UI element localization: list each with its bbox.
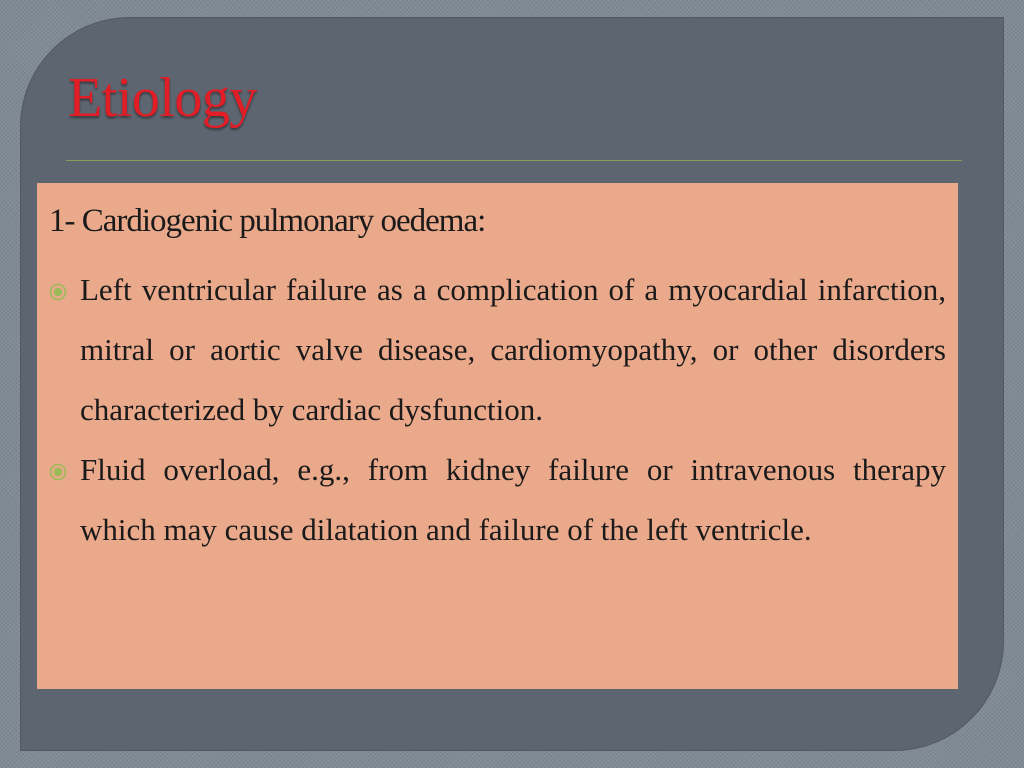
section-heading: 1- Cardiogenic pulmonary oedema: <box>49 203 486 239</box>
circled-dot-bullet-icon <box>49 463 67 481</box>
bullet-text: Left ventricular failure as a complication of a myocardial infarction, mitral or aortic valve disease, cardiomyopathy, or other disorders characterized by cardiac dysfunction. <box>80 272 946 427</box>
slide-title: Etiology <box>68 67 257 129</box>
bullet-item <box>37 260 958 440</box>
content-box <box>37 183 958 689</box>
title-divider <box>66 160 962 161</box>
circled-dot-bullet-icon <box>49 283 67 301</box>
bullet-text: Fluid overload, e.g., from kidney failure or intravenous therapy which may cause dilatation and failure of the left ventricle. <box>80 452 946 547</box>
bullet-list <box>37 260 958 560</box>
bullet-item <box>37 440 958 560</box>
